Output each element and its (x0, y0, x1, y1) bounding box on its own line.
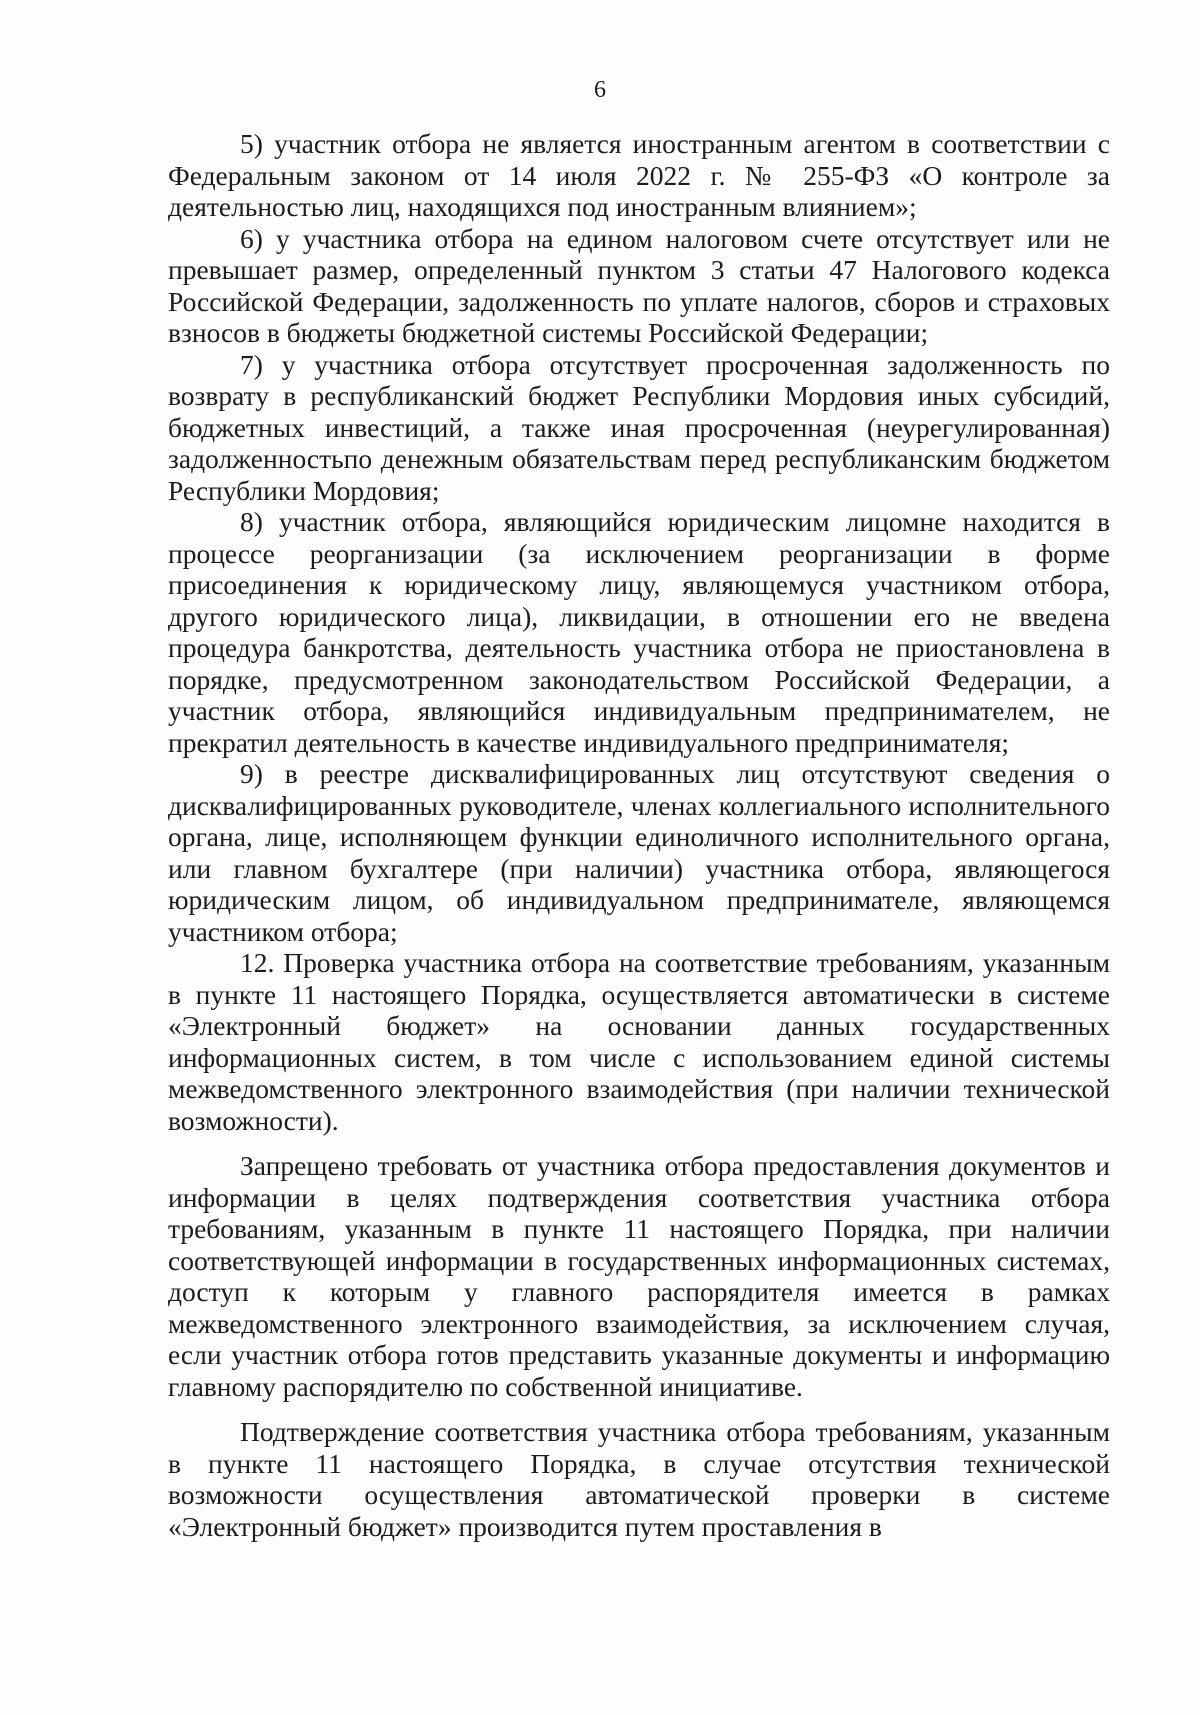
paragraph-item-6: 6) у участника отбора на едином налоговом счете отсутствует или не превышает размер, определенный пунктом 3 статьи 47 Налогового кодекса Российской Федерации, задолженность по уплате налогов, сборов и страховых взносов в бюджеты бюджетной системы Российской Федерации; (168, 222, 1110, 348)
paragraph-item-7: 7) у участника отбора отсутствует просроченная задолженность по возврату в республиканский бюджет Республики Мордовия иных субсидий, бюджетных инвестиций, а также иная просроченная (неурегулированная) задолженностьпо денежным обязательствам перед республиканским бюджетом Республики Мордовия; (168, 348, 1110, 506)
paragraph-item-8: 8) участник отбора, являющийся юридическим лицомне находится в процессе реорганизации (за исключением реорганизации в форме присоединения к юридическому лицу, являющемуся участником отбора, другого юридического лица), ликвидации, в отношении его не введена процедура банкротства, деятельность участника отбора не приостановлена в порядке, предусмотренном законодательством Российской Федерации, а участник отбора, являющийся индивидуальным предпринимателем, не прекратил деятельность в качестве индивидуального предпринимателя; (168, 506, 1110, 758)
paragraph-clause-12: 12. Проверка участника отбора на соответствие требованиям, указанным в пункте 11 настоящего Порядка, осуществляется автоматически в системе «Электронный бюджет» на основании данных государственных информационных систем, в том числе с использованием единой системы межведомственного электронного взаимодействия (при наличии технической возможности). (168, 947, 1110, 1136)
document-body (168, 128, 1110, 1542)
paragraph-item-9: 9) в реестре дисквалифицированных лиц отсутствуют сведения о дисквалифицированных руководителе, членах коллегиального исполнительного органа, лице, исполняющем функции единоличного исполнительного органа, или главном бухгалтере (при наличии) участника отбора, являющегося юридическим лицом, об индивидуальном предпринимателе, являющемся участником отбора; (168, 758, 1110, 947)
paragraph-item-5: 5) участник отбора не является иностранным агентом в соответствии с Федеральным законом от 14 июля 2022 г. № 255-ФЗ «О контроле за деятельностью лиц, находящихся под иностранным влиянием»; (168, 128, 1110, 222)
paragraph-confirmation: Подтверждение соответствия участника отбора требованиям, указанным в пункте 11 настоящего Порядка, в случае отсутствия технической возможности осуществления автоматической проверки в системе «Электронный бюджет» производится путем проставления в (168, 1416, 1110, 1542)
paragraph-prohibition: Запрещено требовать от участника отбора предоставления документов и информации в целях подтверждения соответствия участника отбора требованиям, указанным в пункте 11 настоящего Порядка, при наличии соответствующей информации в государственных информационных системах, доступ к которым у главного распорядителя имеется в рамках межведомственного электронного взаимодействия, за исключением случая, если участник отбора готов представить указанные документы и информацию главному распорядителю по собственной инициативе. (168, 1150, 1110, 1402)
page-number: 6 (594, 77, 606, 103)
